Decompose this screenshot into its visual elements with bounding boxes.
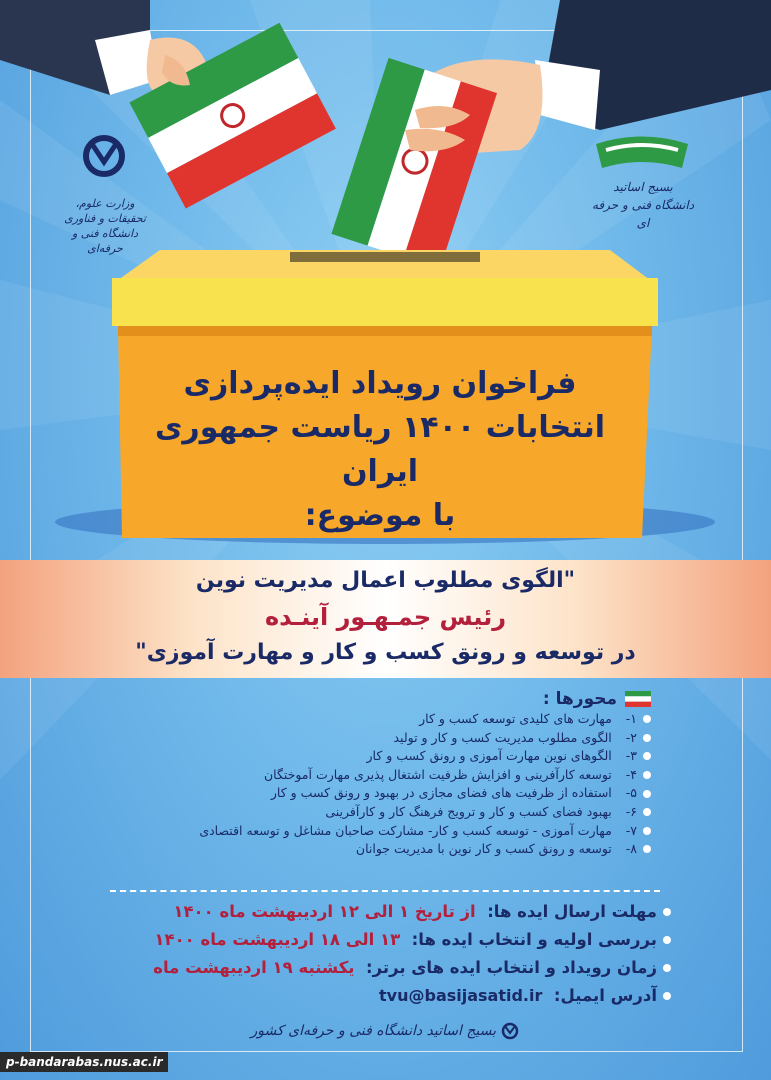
bullet-dot-icon xyxy=(663,936,671,944)
left-logo-line1: وزارت علوم، تحقیقات و فناوری xyxy=(64,197,146,225)
deadline-value: از تاریخ ۱ الی ۱۲ اردیبهشت ماه ۱۴۰۰ xyxy=(173,902,476,921)
banner-line1: "الگوی مطلوب اعمال مدیریت نوین xyxy=(195,568,576,593)
basij-logo-icon xyxy=(592,134,692,176)
axis-text: بهبود فضای کسب و کار و ترویج فرهنگ کار و کارآفرینی xyxy=(325,803,612,819)
axis-number: ۴- xyxy=(625,766,637,782)
axis-text: الگوهای نوین مهارت آموزی و رونق کسب و کار xyxy=(366,748,612,764)
axis-number: ۷- xyxy=(625,822,637,838)
list-item xyxy=(131,784,651,803)
list-item xyxy=(131,803,651,822)
topic-banner-text xyxy=(130,563,641,671)
deadline-value: ۱۳ الی ۱۸ اردیبهشت ماه ۱۴۰۰ xyxy=(154,930,401,949)
email-label: آدرس ایمیل: xyxy=(553,986,657,1005)
title-line3: با موضوع: xyxy=(304,498,456,533)
list-item xyxy=(131,729,651,748)
axis-text: مهارت آموزی - توسعه کسب و کار- مشارکت صاحبان مشاغل و توسعه اقتصادی xyxy=(199,822,612,838)
axis-text: توسعه و رونق کسب و کار نوین با مدیریت جوانان xyxy=(355,841,612,857)
bullet-dot-icon xyxy=(643,808,651,816)
dashed-divider xyxy=(110,890,660,892)
axis-number: ۶- xyxy=(625,803,637,819)
footer-text: بسیج اساتید دانشگاه فنی و حرفه‌ای کشور xyxy=(250,1023,496,1039)
deadline-row xyxy=(111,898,671,926)
box-lid-front xyxy=(112,278,658,326)
deadline-label: بررسی اولیه و انتخاب ایده ها: xyxy=(411,930,657,949)
axis-number: ۱- xyxy=(625,711,637,726)
left-logo-line2: دانشگاه فنی و حرفه‌ای xyxy=(71,227,139,255)
deadline-row xyxy=(111,926,671,954)
bullet-dot-icon xyxy=(643,734,651,742)
deadline-label: مهلت ارسال ایده ها: xyxy=(487,902,657,921)
deadline-row xyxy=(111,954,671,982)
list-item xyxy=(131,766,651,785)
title-block xyxy=(120,362,640,538)
axes-list xyxy=(131,710,651,859)
list-item xyxy=(131,710,651,729)
email-row xyxy=(111,982,671,1010)
axis-number: ۸- xyxy=(625,841,637,857)
bullet-dot-icon xyxy=(643,790,651,798)
title-line1: فراخوان رویداد ایده‌پردازی xyxy=(183,366,577,401)
right-logo-line2: دانشگاه فنی و حرفه ای xyxy=(591,198,695,230)
list-item xyxy=(131,840,651,859)
banner-line3: در توسعه و رونق کسب و کار و مهارت آموزی" xyxy=(135,640,636,665)
watermark: p-bandarabas.nus.ac.ir xyxy=(0,1052,168,1072)
tvu-small-logo-icon xyxy=(500,1022,520,1040)
footer xyxy=(0,1022,771,1040)
axis-number: ۳- xyxy=(625,748,637,764)
bullet-dot-icon xyxy=(643,715,651,723)
bullet-dot-icon xyxy=(663,964,671,972)
axis-number: ۲- xyxy=(625,729,637,745)
title-line2: انتخابات ۱۴۰۰ ریاست جمهوری ایران xyxy=(154,410,606,489)
right-logo-line1: بسیج اساتید xyxy=(613,180,673,194)
deadline-label: زمان رویداد و انتخاب ایده های برتر: xyxy=(366,958,657,977)
deadlines-section xyxy=(111,898,671,1010)
axes-title: محورها : xyxy=(542,689,617,709)
axis-text: مهارت های کلیدی توسعه کسب و کار xyxy=(419,711,612,726)
bullet-dot-icon xyxy=(663,992,671,1000)
tvu-logo-icon xyxy=(78,132,130,180)
deadline-value: یکشنبه ۱۹ اردیبهشت ماه xyxy=(153,958,355,977)
list-item xyxy=(131,822,651,841)
axes-heading xyxy=(131,688,651,710)
axis-text: توسعه کارآفرینی و افزایش ظرفیت اشتغال پذیری مهارت آموختگان xyxy=(263,766,612,782)
bullet-dot-icon xyxy=(643,752,651,760)
list-item xyxy=(131,747,651,766)
bullet-dot-icon xyxy=(643,771,651,779)
axis-number: ۵- xyxy=(625,785,637,801)
bullet-dot-icon xyxy=(643,827,651,835)
axis-text: استفاده از ظرفیت های فضای مجازی در بهبود و رونق کسب و کار xyxy=(270,785,612,801)
axes-section xyxy=(131,688,651,859)
iran-flag-icon xyxy=(625,691,651,707)
bullet-dot-icon xyxy=(663,908,671,916)
bullet-dot-icon xyxy=(643,845,651,853)
email-link[interactable]: tvu@basijasatid.ir xyxy=(379,986,543,1005)
axis-text: الگوی مطلوب مدیریت کسب و کار و تولید xyxy=(393,729,612,745)
banner-line2: رئیس جمـهـور آینـده xyxy=(264,603,507,631)
